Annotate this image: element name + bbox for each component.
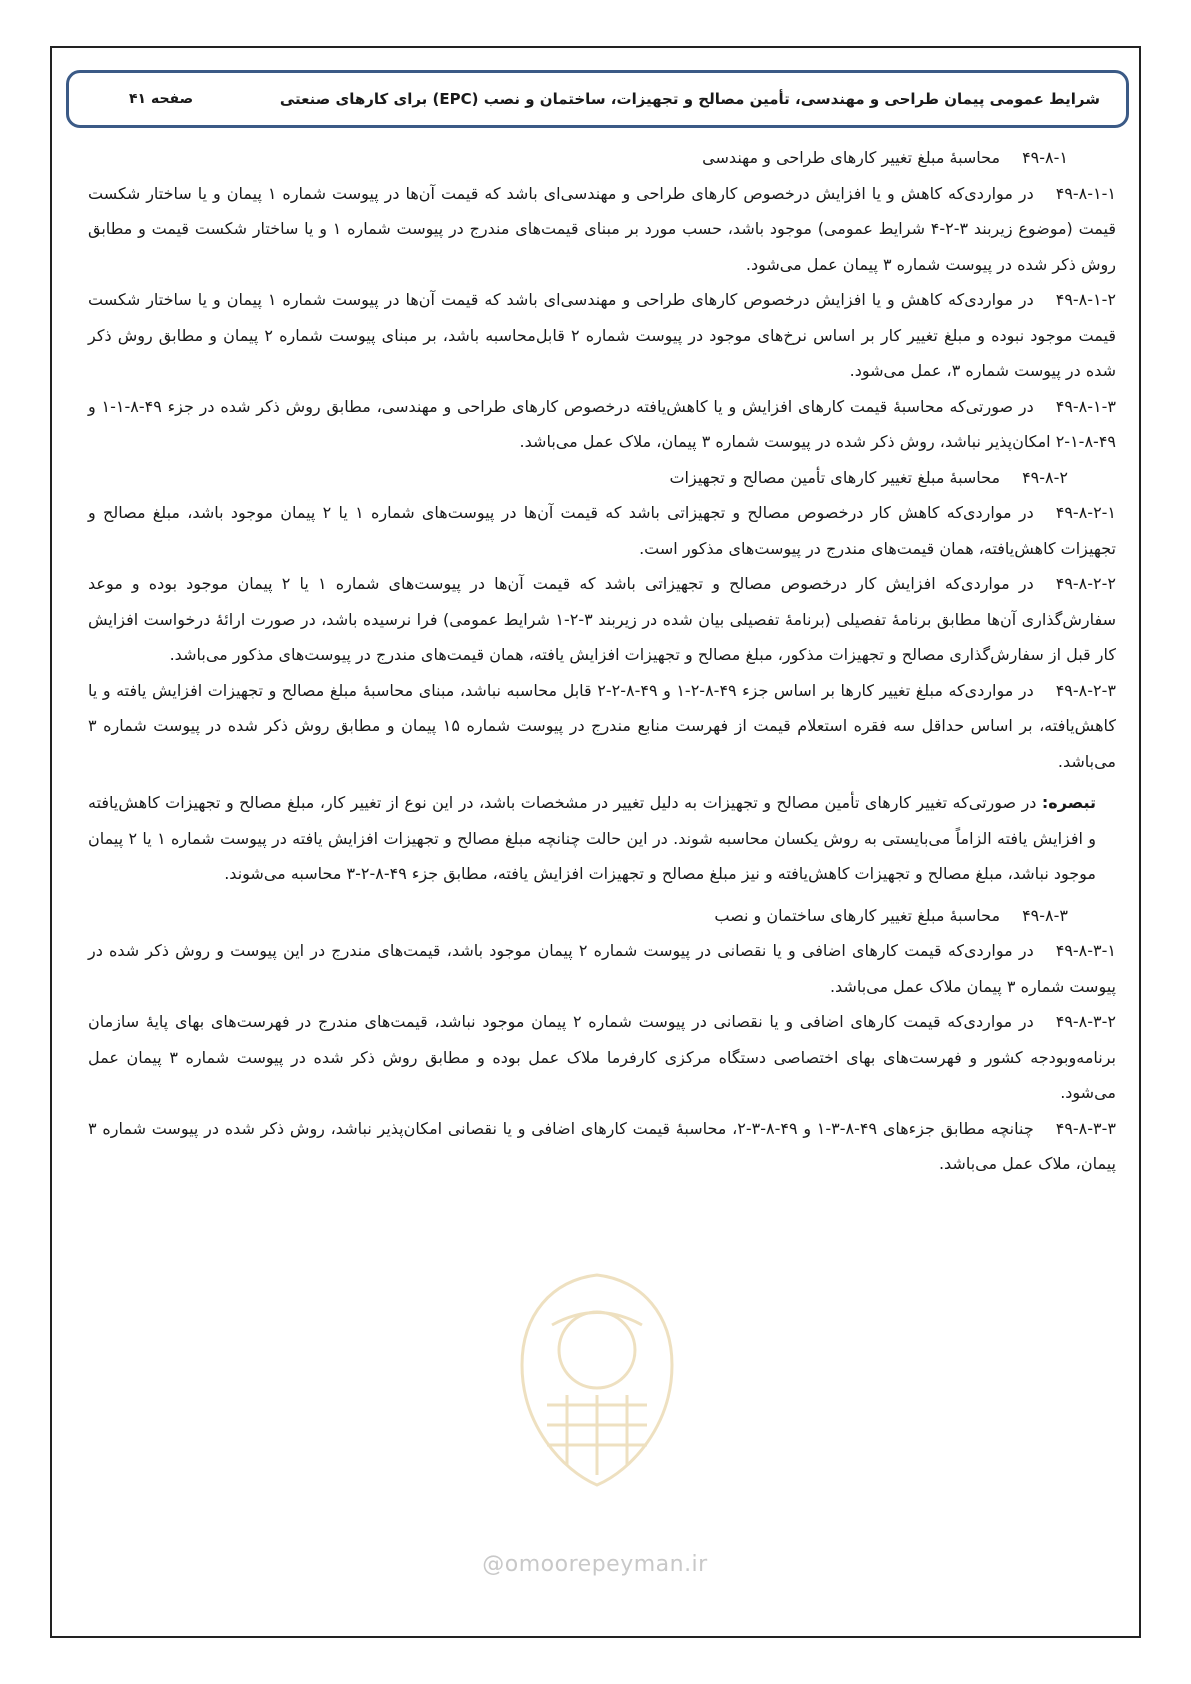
- clause-number: ۴۹-۸-۳-۲: [1055, 1012, 1117, 1031]
- paragraph: [88, 495, 1116, 566]
- note-label: تبصره:: [1041, 793, 1096, 812]
- clause-text: در مواردی‌که مبلغ تغییر کارها بر اساس جزء ۴۹-۸-۲-۱ و ۴۹-۸-۲-۲ قابل محاسبه نباشد، مبنای محاسبۀ مبلغ مصالح و تجهیزات افزایش یافته و یا کاهش‌یافته، بر اساس حداقل سه فقره استعلام قیمت از فهرست منابع مندرج در پیوست شماره ۱۵ پیمان و مطابق روش ذکر شده در پیوست شماره ۳ می‌باشد.: [88, 680, 1116, 771]
- clause-text: در مواردی‌که افزایش کار درخصوص مصالح و تجهیزاتی باشد که قیمت آن‌ها در پیوست‌های شماره ۱ یا ۲ پیمان موجود بوده و موعد سفارش‌گذاری آن‌ها مطابق برنامۀ تفصیلی (برنامۀ تفصیلی بیان شده در زیربند ۳-۲-۱ شرایط عمومی) فرا نرسیده باشد، در صورت ارائۀ درخواست افزایش کار قبل از سفارش‌گذاری مصالح و تجهیزات مذکور، مبلغ مصالح و تجهیزات افزایش یافته، همان قیمت‌های مندرج در پیوست‌های مذکور می‌باشد.: [88, 574, 1116, 664]
- clause-text: چنانچه مطابق جزء‌های ۴۹-۸-۳-۱ و ۴۹-۸-۳-۲، محاسبۀ قیمت کارهای اضافی و یا نقصانی امکان‌پذیر نباشد، روش ذکر شده در پیوست شماره ۳ پیمان، ملاک عمل می‌باشد.: [88, 1118, 1116, 1173]
- clause-number: ۴۹-۸-۳-۳: [1055, 1118, 1117, 1138]
- paragraph: [88, 933, 1116, 1004]
- clause-text: در مواردی‌که کاهش و یا افزایش درخصوص کارهای طراحی و مهندسی‌ای باشد که قیمت آن‌ها در پیوست شماره ۱ پیمان و یا ساختار شکست قیمت موجود نبوده و مبلغ تغییر کار بر اساس نرخ‌های موجود در پیوست شماره ۲ قابل‌محاسبه باشد، بر مبنای پیوست شماره ۲ پیمان و مطابق روش ذکر شده در پیوست شماره ۳، عمل می‌شود.: [88, 290, 1116, 380]
- paragraph: [88, 282, 1116, 389]
- clause-text: در مواردی‌که قیمت کارهای اضافی و یا نقصانی در پیوست شماره ۲ پیمان موجود باشد، قیمت‌های مندرج در این پیوست و روش ذکر شده در پیوست شماره ۳ پیمان ملاک عمل می‌باشد.: [88, 941, 1116, 996]
- note-paragraph: [88, 785, 1116, 892]
- note-text: در صورتی‌که تغییر کارهای تأمین مصالح و تجهیزات به دلیل تغییر در مشخصات باشد، در این نوع از تغییر کار، مبلغ مصالح و تجهیزات کاهش‌یافته و افزایش یافته الزاماً می‌بایستی به روش یکسان محاسبه شوند. در این حالت چنانچه مبلغ مصالح و تجهیزات افزایش یافته در پیوست شماره ۱ یا ۲ پیمان موجود نباشد، مبلغ مصالح و تجهیزات کاهش‌یافته و نیز مبلغ مصالح و تجهیزات افزایش یافته، مطابق جزء ۴۹-۸-۲-۳ محاسبه می‌شوند.: [88, 793, 1097, 883]
- section-title: محاسبۀ مبلغ تغییر کارهای تأمین مصالح و تجهیزات: [669, 467, 1001, 487]
- clause-number: ۴۹-۸-۲-۱: [1055, 503, 1117, 522]
- section-heading: [88, 140, 1116, 176]
- section-heading: [88, 460, 1116, 496]
- section-number: ۴۹-۸-۲: [1022, 467, 1068, 487]
- clause-number: ۴۹-۸-۲-۲: [1055, 574, 1117, 593]
- paragraph: [88, 389, 1116, 460]
- paragraph: [88, 1004, 1116, 1111]
- clause-number: ۴۹-۸-۲-۳: [1055, 680, 1116, 700]
- section-number: ۴۹-۸-۳: [1022, 905, 1068, 925]
- clause-number: ۴۹-۸-۳-۱: [1055, 941, 1117, 960]
- paragraph: [88, 673, 1116, 780]
- section-heading: [88, 898, 1116, 934]
- clause-text: در صورتی‌که محاسبۀ قیمت کارهای افزایش و یا کاهش‌یافته درخصوص کارهای طراحی و مهندسی، مطابق روش ذکر شده در جزء ۴۹-۸-۱-۱ و ۴۹-۸-۱-۲ امکان‌پذیر نباشد، روش ذکر شده در پیوست شماره ۳ پیمان، ملاک عمل می‌باشد.: [88, 396, 1116, 451]
- watermark-logo-icon: [492, 1255, 702, 1505]
- section-title: محاسبۀ مبلغ تغییر کارهای ساختمان و نصب: [714, 905, 1001, 925]
- section-title: محاسبۀ مبلغ تغییر کارهای طراحی و مهندسی: [702, 148, 1001, 167]
- page-number: صفحه ۴۱: [129, 91, 194, 107]
- paragraph: [88, 176, 1116, 283]
- paragraph: [88, 566, 1116, 673]
- section-number: ۴۹-۸-۱: [1022, 148, 1068, 167]
- clause-text: در مواردی‌که قیمت کارهای اضافی و یا نقصانی در پیوست شماره ۲ پیمان موجود نباشد، قیمت‌های مندرج در فهرست‌های بهای پایۀ سازمان برنامه‌وبودجه کشور و فهرست‌های بهای اختصاصی دستگاه مرکزی کارفرما ملاک عمل بوده و مطابق روش ذکر شده در پیوست شماره ۳ پیمان عمل می‌شود.: [88, 1012, 1116, 1102]
- clause-text: در مواردی‌که کاهش و یا افزایش درخصوص کارهای طراحی و مهندسی‌ای باشد که قیمت آن‌ها در پیوست شماره ۱ پیمان و یا ساختار شکست قیمت (موضوع زیربند ۳-۲-۴ شرایط عمومی) موجود باشد، حسب مورد بر مبنای قیمت‌های مندرج در پیوست شماره ۱ و یا ساختار شکست قیمت و مطابق روش ذکر شده در پیوست شماره ۳ پیمان عمل می‌شود.: [88, 183, 1117, 274]
- clause-number: ۴۹-۸-۱-۳: [1055, 396, 1117, 416]
- watermark-text: @omoorepeyman.ir: [482, 1552, 708, 1577]
- clause-number: ۴۹-۸-۱-۱: [1055, 183, 1117, 203]
- clause-number: ۴۹-۸-۱-۲: [1055, 290, 1117, 309]
- clause-text: در مواردی‌که کاهش کار درخصوص مصالح و تجهیزاتی باشد که قیمت آن‌ها در پیوست‌های شماره ۱ یا ۲ پیمان موجود باشد، مبلغ مصالح و تجهیزات کاهش‌یافته، همان قیمت‌های مندرج در پیوست‌های مذکور است.: [88, 503, 1116, 558]
- paragraph: [88, 1111, 1116, 1182]
- document-title: شرایط عمومی پیمان طراحی و مهندسی، تأمین مصالح و تجهیزات، ساختمان و نصب (EPC) برای کارهای صنعتی: [279, 90, 1100, 108]
- page-header: [66, 70, 1129, 128]
